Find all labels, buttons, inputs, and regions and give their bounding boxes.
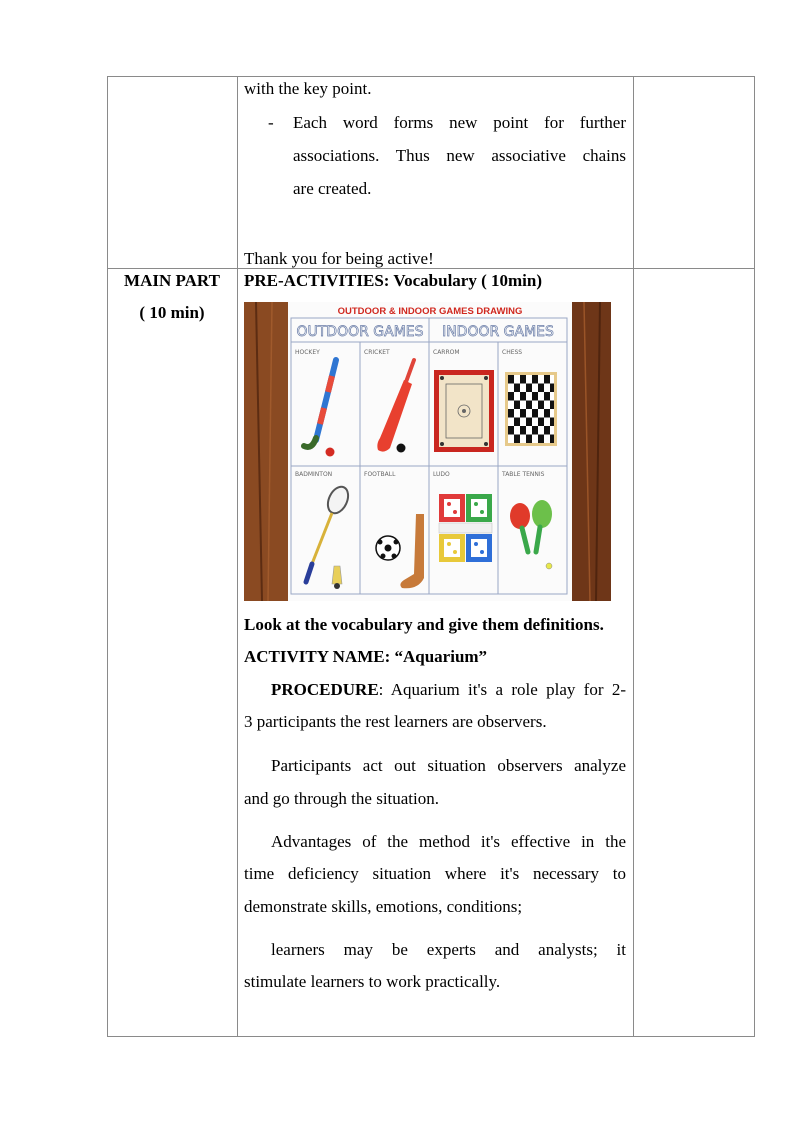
- bullet-text-line-3: are created.: [293, 179, 372, 198]
- outdoor-games-title: OUTDOOR GAMES: [296, 324, 424, 340]
- bullet-dash: -: [268, 113, 274, 132]
- carrom-board-drawing: [434, 370, 494, 452]
- learners-line-2: stimulate learners to work practically.: [244, 972, 501, 991]
- thanks-text: Thank you for being active!: [244, 249, 434, 268]
- procedure-label: PROCEDURE: [271, 680, 379, 699]
- table-border-bottom: [107, 1036, 755, 1037]
- participants-line-1: Participants act out situation observers analyze: [271, 756, 626, 775]
- cell-label-hockey: HOCKEY: [295, 349, 320, 356]
- vocabulary-instruction: Look at the vocabulary and give them definitions.: [244, 615, 604, 634]
- cell-label-table-tennis: TABLE TENNIS: [502, 471, 545, 478]
- cell-label-football: FOOTBALL: [364, 471, 396, 478]
- cell-label-chess: CHESS: [502, 349, 523, 356]
- section-heading: PRE-ACTIVITIES: Vocabulary ( 10min): [244, 271, 543, 290]
- image-banner: OUTDOOR & INDOOR GAMES DRAWING: [337, 306, 523, 317]
- advantages-line-1: Advantages of the method it's effective in the: [271, 832, 626, 851]
- cell-label-badminton: BADMINTON: [295, 471, 333, 478]
- bullet-text-line-2: associations. Thus new associative chains: [293, 146, 626, 165]
- games-vocabulary-image: [244, 302, 611, 601]
- stage-label: MAIN PART: [124, 271, 220, 290]
- cell-label-cricket: CRICKET: [364, 349, 390, 356]
- column-divider-1: [237, 76, 238, 1037]
- cell-label-carrom: CARROM: [433, 349, 460, 356]
- bullet-text-line-1: Each word forms new point for further: [293, 113, 626, 132]
- advantages-line-3: demonstrate skills, emotions, conditions;: [244, 897, 523, 916]
- table-border-top: [107, 76, 755, 77]
- advantages-line-2: time deficiency situation where it's necessary to: [244, 864, 626, 883]
- cell-label-ludo: LUDO: [433, 471, 450, 478]
- table-border-left: [107, 76, 108, 1037]
- chess-board-drawing: [505, 372, 557, 446]
- indoor-games-title: INDOOR GAMES: [442, 324, 554, 340]
- procedure-line-1: [271, 673, 626, 706]
- stage-time: ( 10 min): [139, 303, 205, 322]
- participants-line-2: and go through the situation.: [244, 789, 440, 808]
- activity-name: ACTIVITY NAME: “Aquarium”: [244, 647, 488, 666]
- learners-line-1: learners may be experts and analysts; it: [271, 940, 626, 959]
- column-divider-2: [633, 76, 634, 1037]
- key-point-text: with the key point.: [244, 79, 372, 98]
- table-border-right: [754, 76, 755, 1037]
- procedure-line-2: 3 participants the rest learners are observers.: [244, 712, 547, 731]
- procedure-text: : Aquarium it's a role play for 2-: [378, 680, 626, 699]
